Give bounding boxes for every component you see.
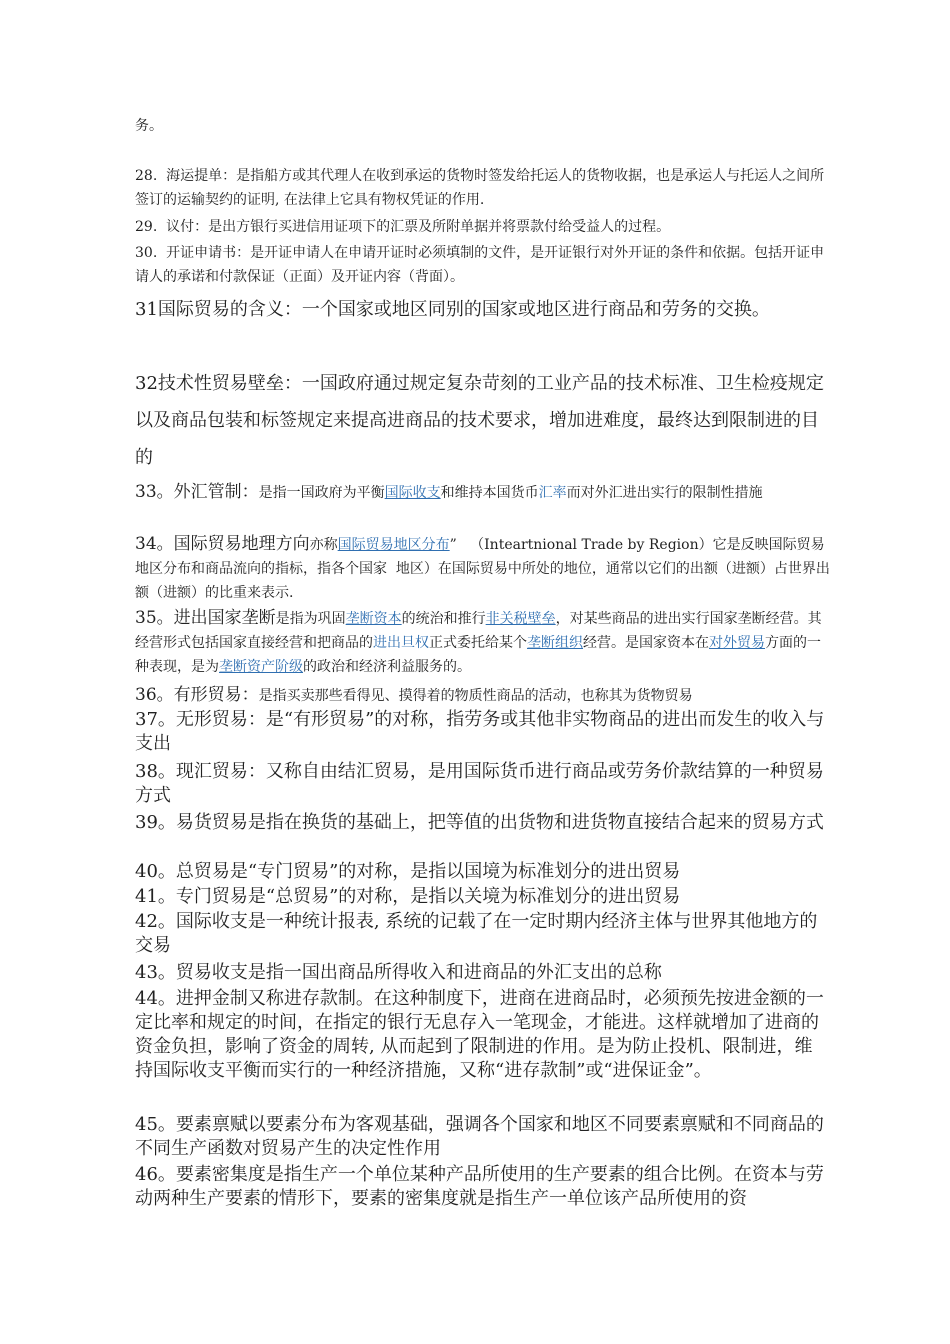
item-30-application-form: 30. 开证申请书：是开证申请人在申请开证时必须填制的文件，是开证银行对外开证的条件和依据。包括开证申请人的承诺和付款保证（正面）及开证内容（背面）。 bbox=[135, 245, 825, 285]
item-46-factor-intensity: 46。要素密集度是指生产一个单位某种产品所使用的生产要素的组合比例。在资本与劳动两种生产要素的情形下，要素的密集度就是指生产一单位该产品所使用的资 bbox=[135, 1164, 824, 1209]
item-28-ocean-bill-of-lading: 28. 海运提单：是指船方或其代理人在收到承运的货物时签发给托运人的货物收据，也是承运人与托运人之间所签订的运输契约的证明, 在法律上它具有物权凭证的作用. bbox=[135, 168, 825, 208]
item-38-cash-trade: 38。现汇贸易：又称自由结汇贸易，是用国际货币进行商品或劳务价款结算的一种贸易方式 bbox=[135, 761, 824, 806]
item-32-technical-trade-barriers: 32技术性贸易壁垒：一国政府通过规定复杂苛刻的工业产品的技术标准、卫生检疫规定以及商品包装和标签规定来提高进商品的技术要求，增加进难度，最终达到限制进的目的 bbox=[135, 373, 824, 468]
item-37-invisible-trade: 37。无形贸易：是“有形贸易”的对称，指劳务或其他非实物商品的进出而发生的收入与支出 bbox=[135, 709, 825, 754]
item-45-factor-endowment: 45。要素禀赋以要素分布为客观基础，强调各个国家和地区不同要素禀赋和不同商品的不同生产函数对贸易产生的决定性作用 bbox=[135, 1114, 824, 1159]
item-42-balance-of-payments: 42。国际收支是一种统计报表, 系统的记载了在一定时期内经济主体与世界其他地方的交易 bbox=[135, 911, 818, 956]
link-balance-of-payments[interactable]: 国际收支 bbox=[384, 485, 441, 501]
link-exchange-rate[interactable]: 汇率 bbox=[538, 485, 567, 501]
item-44-import-deposit-scheme: 44。进押金制又称进存款制。在这种制度下，进商在进商品时，必须预先按进金额的一定比率和规定的时间，在指定的银行无息存入一笔现金，才能进。这样就增加了进商的资金负担，影响了资金的周转, 从而起到了限制进的作用。是为防止投机、限制进，维持国际收支平衡而实行的一种经济措施，又称“进存款制”或“进保证金”。 bbox=[135, 988, 824, 1081]
item-36-visible-trade: 36。有形贸易：是指买卖那些看得见、摸得着的物质性商品的活动，也称其为货物贸易 bbox=[135, 685, 693, 705]
term-lead: 34。国际贸易地理方向 bbox=[135, 534, 310, 554]
item-33-foreign-exchange-control: 33。外汇管制：是指一国政府为平衡国际收支和维持本国货币汇率而对外汇进出实行的限制性措施 bbox=[135, 482, 763, 502]
item-29-negotiation: 29. 议付：是出方银行买进信用证项下的汇票及所附单据并将票款付给受益人的过程。 bbox=[135, 219, 671, 235]
item-40-general-trade: 40。总贸易是“专门贸易”的对称，是指以国境为标准划分的进出贸易 bbox=[135, 861, 681, 882]
link-non-tariff-barriers[interactable]: 非关税壁垒 bbox=[485, 611, 556, 627]
link-monopoly-organization[interactable]: 垄断组织 bbox=[527, 635, 583, 651]
item-35-state-monopoly: 35。进出国家垄断是指为巩固垄断资本的统治和推行非关税壁垒，对某些商品的进出实行国家垄断经营。其经营形式包括国家直接经营和把商品的进出旦权正式委托给某个垄断组织经营。是国家资本在对外贸易方面的一种表现，是为垄断资产阶级的政治和经济利益服务的。 bbox=[135, 608, 822, 675]
term-lead: 33。外汇管制： bbox=[135, 482, 259, 502]
item-41-special-trade: 41。专门贸易是“总贸易”的对称，是指以关境为标准划分的进出贸易 bbox=[135, 886, 681, 907]
link-monopoly-bourgeoisie[interactable]: 垄断资产阶级 bbox=[219, 659, 303, 675]
link-monopoly-capital[interactable]: 垄断资本 bbox=[345, 611, 402, 627]
link-trade-regional-distribution[interactable]: 国际贸易地区分布 bbox=[337, 537, 450, 553]
colored-term: 进出旦权 bbox=[373, 635, 429, 651]
item-34-trade-geographic-direction: 34。国际贸易地理方向亦称国际贸易地区分布” （Inteartnional Trade by Region）它是反映国际贸易地区分布和商品流向的指标，指各个国家 地区）在国际贸易中所处的地位，通常以它们的出额（进额）占世界出额（进额）的比重来表示. bbox=[135, 534, 830, 601]
item-31-international-trade-definition: 31国际贸易的含义：一个国家或地区同别的国家或地区进行商品和劳务的交换。 bbox=[135, 299, 770, 320]
item-43-trade-balance: 43。贸易收支是指一国出商品所得收入和进商品的外汇支出的总称 bbox=[135, 962, 662, 983]
link-foreign-trade[interactable]: 对外贸易 bbox=[709, 635, 765, 651]
term-lead: 35。进出国家垄断 bbox=[135, 608, 276, 628]
paragraph-continuation: 务。 bbox=[135, 118, 163, 134]
item-39-barter-trade: 39。易货贸易是指在换货的基础上，把等值的出货物和进货物直接结合起来的贸易方式 bbox=[135, 812, 824, 833]
term-lead: 36。有形贸易： bbox=[135, 685, 259, 705]
